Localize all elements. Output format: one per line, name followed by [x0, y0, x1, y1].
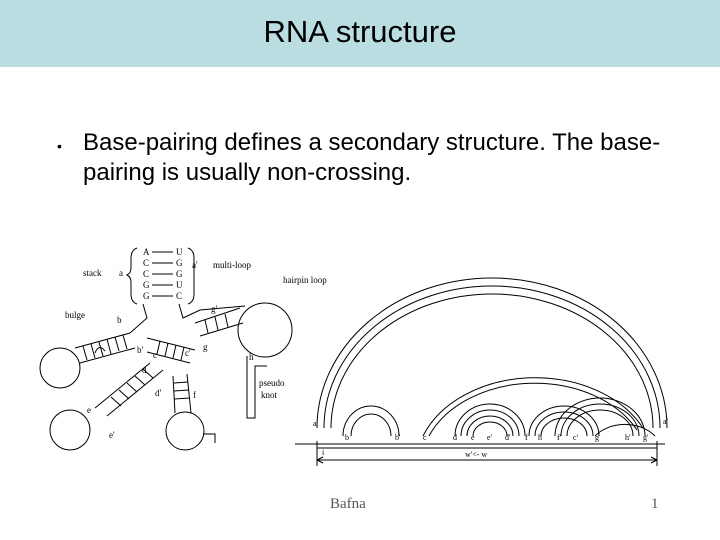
base-label: C — [176, 291, 183, 301]
label-b: b — [117, 315, 122, 325]
base-label: A — [143, 247, 150, 257]
arc-label: f — [525, 433, 528, 442]
label-a: a — [119, 268, 123, 278]
label-h: h — [249, 352, 254, 362]
label-c: c — [153, 350, 157, 360]
label-bulge: bulge — [65, 310, 85, 320]
arc-label: d' — [505, 433, 511, 442]
arc-label: e — [471, 433, 475, 442]
label-pseudo: pseudo — [259, 378, 285, 388]
arc-label: a — [313, 419, 317, 428]
label-d: d — [142, 365, 147, 375]
footer-author: Bafna — [330, 496, 366, 512]
arc-label: c — [423, 433, 427, 442]
bullet-text: Base-pairing defines a secondary structure. The base-pairing is usually non-crossing. — [83, 129, 661, 186]
page-number: 1 — [651, 496, 659, 512]
label-multi-loop: multi-loop — [213, 260, 251, 270]
arc-label: h — [538, 433, 542, 442]
base-label: U — [176, 280, 183, 290]
stack-right-bases — [176, 247, 183, 301]
base-label: G — [143, 280, 150, 290]
label-f: f — [193, 390, 196, 400]
label-g-prime: g' — [211, 304, 218, 314]
label-d-prime: d' — [155, 388, 162, 398]
arc-label: c' — [573, 433, 578, 442]
arc-label: h' — [625, 433, 631, 442]
label-hairpin-loop: hairpin loop — [283, 275, 327, 285]
label-e-prime: e' — [109, 430, 115, 440]
label-b-prime: b' — [137, 345, 144, 355]
stack-left-bases — [143, 247, 150, 301]
arc-diagram — [295, 278, 667, 466]
label-e: e — [87, 405, 91, 415]
interval-label-i: i — [322, 448, 325, 457]
bullet-point-icon: • — [57, 138, 62, 154]
label-g: g — [203, 342, 208, 352]
slide-title: RNA structure — [263, 14, 457, 49]
label-c-prime: c' — [185, 348, 191, 358]
secondary-structure-drawing — [40, 248, 292, 450]
arc-label: e' — [487, 433, 492, 442]
base-label: G — [176, 258, 183, 268]
label-a-prime: a' — [192, 260, 198, 270]
base-label: U — [176, 247, 183, 257]
base-label: G — [176, 269, 183, 279]
base-label: C — [143, 269, 150, 279]
base-label: C — [143, 258, 150, 268]
arc-label: g' — [643, 433, 649, 442]
arc-label: a' — [663, 417, 668, 426]
interval-label-span: w'<- w — [465, 450, 488, 459]
label-knot: knot — [261, 390, 278, 400]
arc-label: b' — [395, 433, 401, 442]
rna-structure-figure — [35, 238, 685, 473]
label-stack: stack — [83, 268, 102, 278]
arc-label: f' — [557, 433, 562, 442]
arc-label: g — [595, 433, 599, 442]
arc-label: b — [345, 433, 349, 442]
arc-labels — [313, 417, 669, 459]
arc-label: d — [453, 433, 457, 442]
base-label: G — [143, 291, 150, 301]
